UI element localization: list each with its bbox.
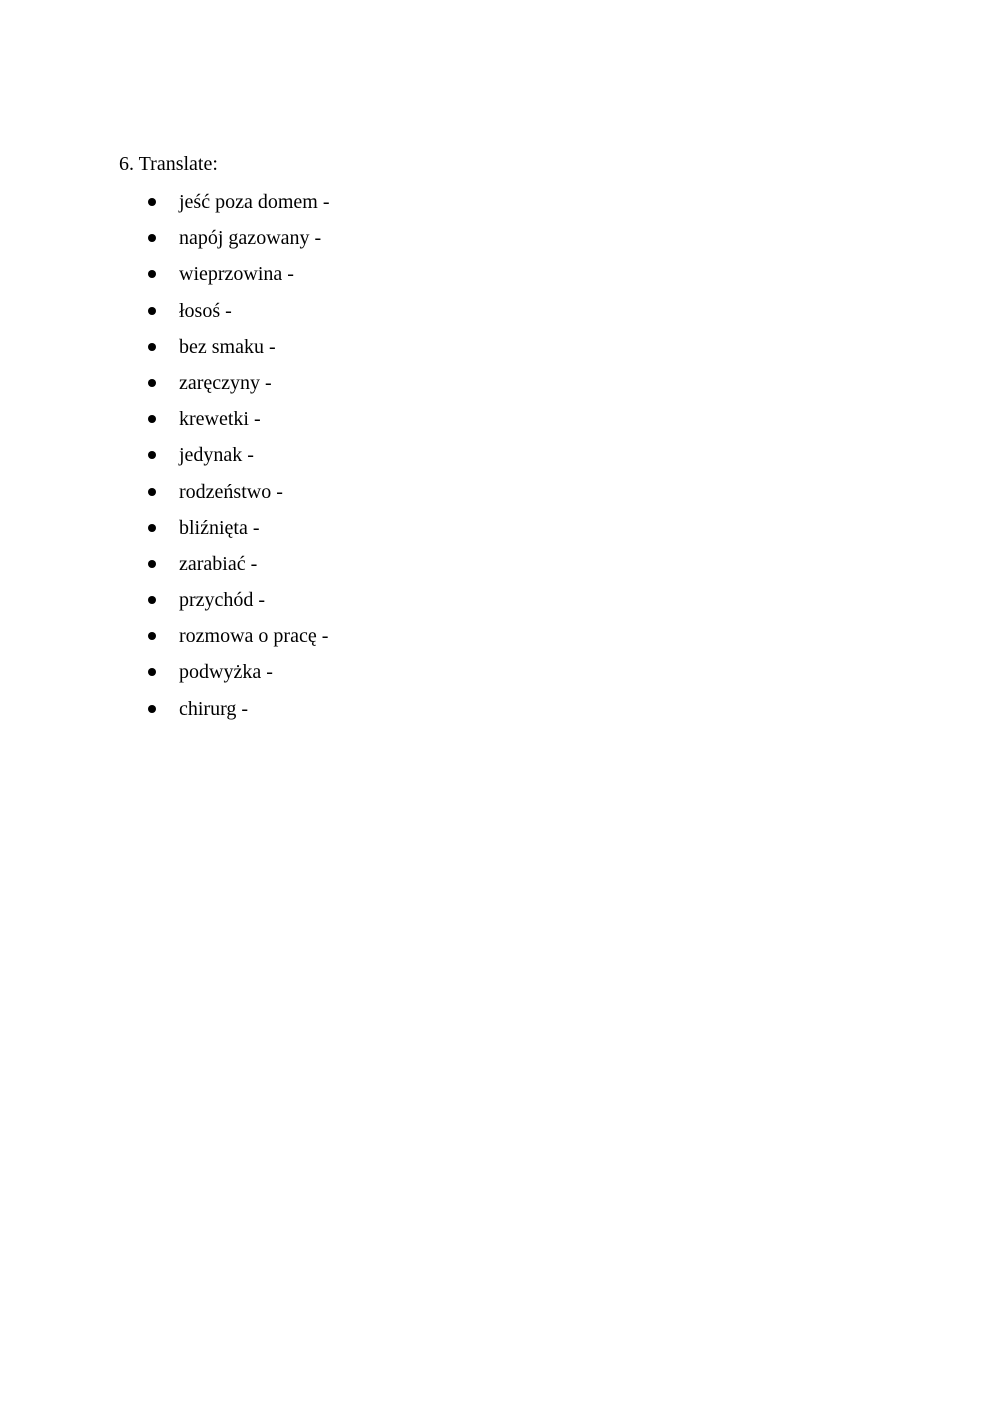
list-item xyxy=(147,188,330,224)
list-item-text: krewetki - xyxy=(179,408,261,431)
bullet-icon xyxy=(148,415,156,423)
list-item xyxy=(147,658,273,694)
list-item xyxy=(147,405,261,441)
bullet-icon xyxy=(148,524,156,532)
bullet-icon xyxy=(148,705,156,713)
list-item xyxy=(147,514,260,550)
bullet-icon xyxy=(148,632,156,640)
list-item-text: przychód - xyxy=(179,589,266,612)
bullet-icon xyxy=(148,270,156,278)
bullet-icon xyxy=(148,343,156,351)
vocabulary-list xyxy=(147,188,330,731)
list-item-text: podwyżka - xyxy=(179,661,273,684)
list-item-text: rozmowa o pracę - xyxy=(179,625,329,648)
bullet-icon xyxy=(148,596,156,604)
list-item xyxy=(147,333,276,369)
list-item xyxy=(147,260,294,296)
exercise-heading: 6. Translate: xyxy=(119,153,218,175)
list-item xyxy=(147,441,254,477)
list-item xyxy=(147,550,258,586)
bullet-icon xyxy=(148,234,156,242)
list-item xyxy=(147,586,266,622)
list-item-text: bliźnięta - xyxy=(179,516,260,539)
list-item-text: napój gazowany - xyxy=(179,227,322,250)
list-item-text: wieprzowina - xyxy=(179,263,294,286)
bullet-icon xyxy=(148,307,156,315)
list-item-text: chirurg - xyxy=(179,697,249,720)
list-item xyxy=(147,297,232,333)
list-item-text: bez smaku - xyxy=(179,335,276,358)
list-item xyxy=(147,695,249,731)
bullet-icon xyxy=(148,451,156,459)
bullet-icon xyxy=(148,560,156,568)
bullet-icon xyxy=(148,198,156,206)
list-item xyxy=(147,622,329,658)
list-item xyxy=(147,224,322,260)
list-item-text: rodzeństwo - xyxy=(179,480,283,503)
bullet-icon xyxy=(148,668,156,676)
list-item-text: jedynak - xyxy=(179,444,254,467)
list-item xyxy=(147,478,283,514)
list-item-text: zaręczyny - xyxy=(179,371,272,394)
list-item-text: łosoś - xyxy=(179,299,232,322)
bullet-icon xyxy=(148,379,156,387)
bullet-icon xyxy=(148,488,156,496)
list-item-text: zarabiać - xyxy=(179,552,258,575)
list-item-text: jeść poza domem - xyxy=(179,191,330,213)
list-item xyxy=(147,369,272,405)
